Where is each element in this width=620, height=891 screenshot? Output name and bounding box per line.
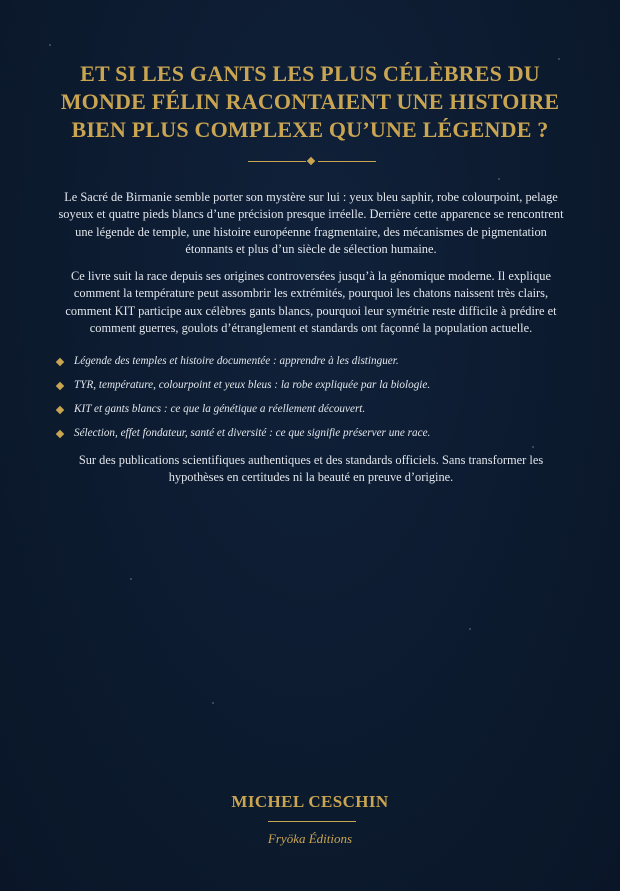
divider-line (318, 161, 376, 162)
list-item (54, 401, 564, 425)
intro-paragraph: Le Sacré de Birmanie semble porter son mystère sur lui : yeux bleu saphir, robe colourpoint, pelage soyeux et quatre pieds blancs d’une précision presque irréelle. Derrière cette apparence se rencontrent une légende de temple, une histoire européenne fragmentaire, des mécanismes de pigmentation étonnants et plus d’un siècle de sélection humaine. (58, 190, 564, 257)
title-line: ET SI LES GANTS LES PLUS CÉLÈBRES DU (80, 61, 540, 86)
diamond-bullet-icon (56, 430, 64, 438)
author-divider-line (268, 821, 356, 822)
background-star (130, 578, 132, 580)
list-item (54, 425, 564, 449)
diamond-bullet-icon (56, 358, 64, 366)
diamond-bullet-icon (56, 406, 64, 414)
title-line: MONDE FÉLIN RACONTAIENT UNE HISTOIRE (60, 89, 560, 114)
title-divider-ornament (248, 156, 376, 166)
background-star (498, 178, 500, 180)
cover-title (40, 60, 580, 144)
list-item-text: TYR, température, colourpoint et yeux bleus : la robe expliquée par la biologie. (74, 379, 431, 391)
list-item (54, 353, 564, 377)
highlights-list (54, 353, 564, 449)
list-item (54, 377, 564, 401)
background-star (212, 702, 214, 704)
publisher-name: Fryöka Éditions (267, 831, 353, 846)
title-line: BIEN PLUS COMPLEXE QU’UNE LÉGENDE ? (71, 117, 549, 142)
description-paragraph: Ce livre suit la race depuis ses origines controversées jusqu’à la génomique moderne. Il explique comment la température peut assombrir les extrémités, pourquoi les chatons naissent très clairs, comment KIT participe aux célèbres gants blancs, pourquoi leur symétrie reste difficile à prédire et comment guerres, goulots d’étranglement et standards ont façonné la population actuelle. (65, 269, 557, 336)
divider-line (248, 161, 306, 162)
author-name: MICHEL CESCHIN (231, 792, 389, 811)
background-star (469, 628, 471, 630)
closing-paragraph: Sur des publications scientifiques authentiques et des standards officiels. Sans transformer les hypothèses en certitudes ni la beauté en preuve d’origine. (78, 453, 544, 485)
list-item-text: KIT et gants blancs : ce que la génétique a réellement découvert. (74, 403, 366, 415)
diamond-bullet-icon (56, 382, 64, 390)
list-item-text: Sélection, effet fondateur, santé et diversité : ce que signifie préserver une race. (74, 427, 431, 439)
list-item-text: Légende des temples et histoire documentée : apprendre à les distinguer. (74, 355, 399, 367)
diamond-icon (307, 157, 315, 165)
background-star (49, 44, 51, 46)
